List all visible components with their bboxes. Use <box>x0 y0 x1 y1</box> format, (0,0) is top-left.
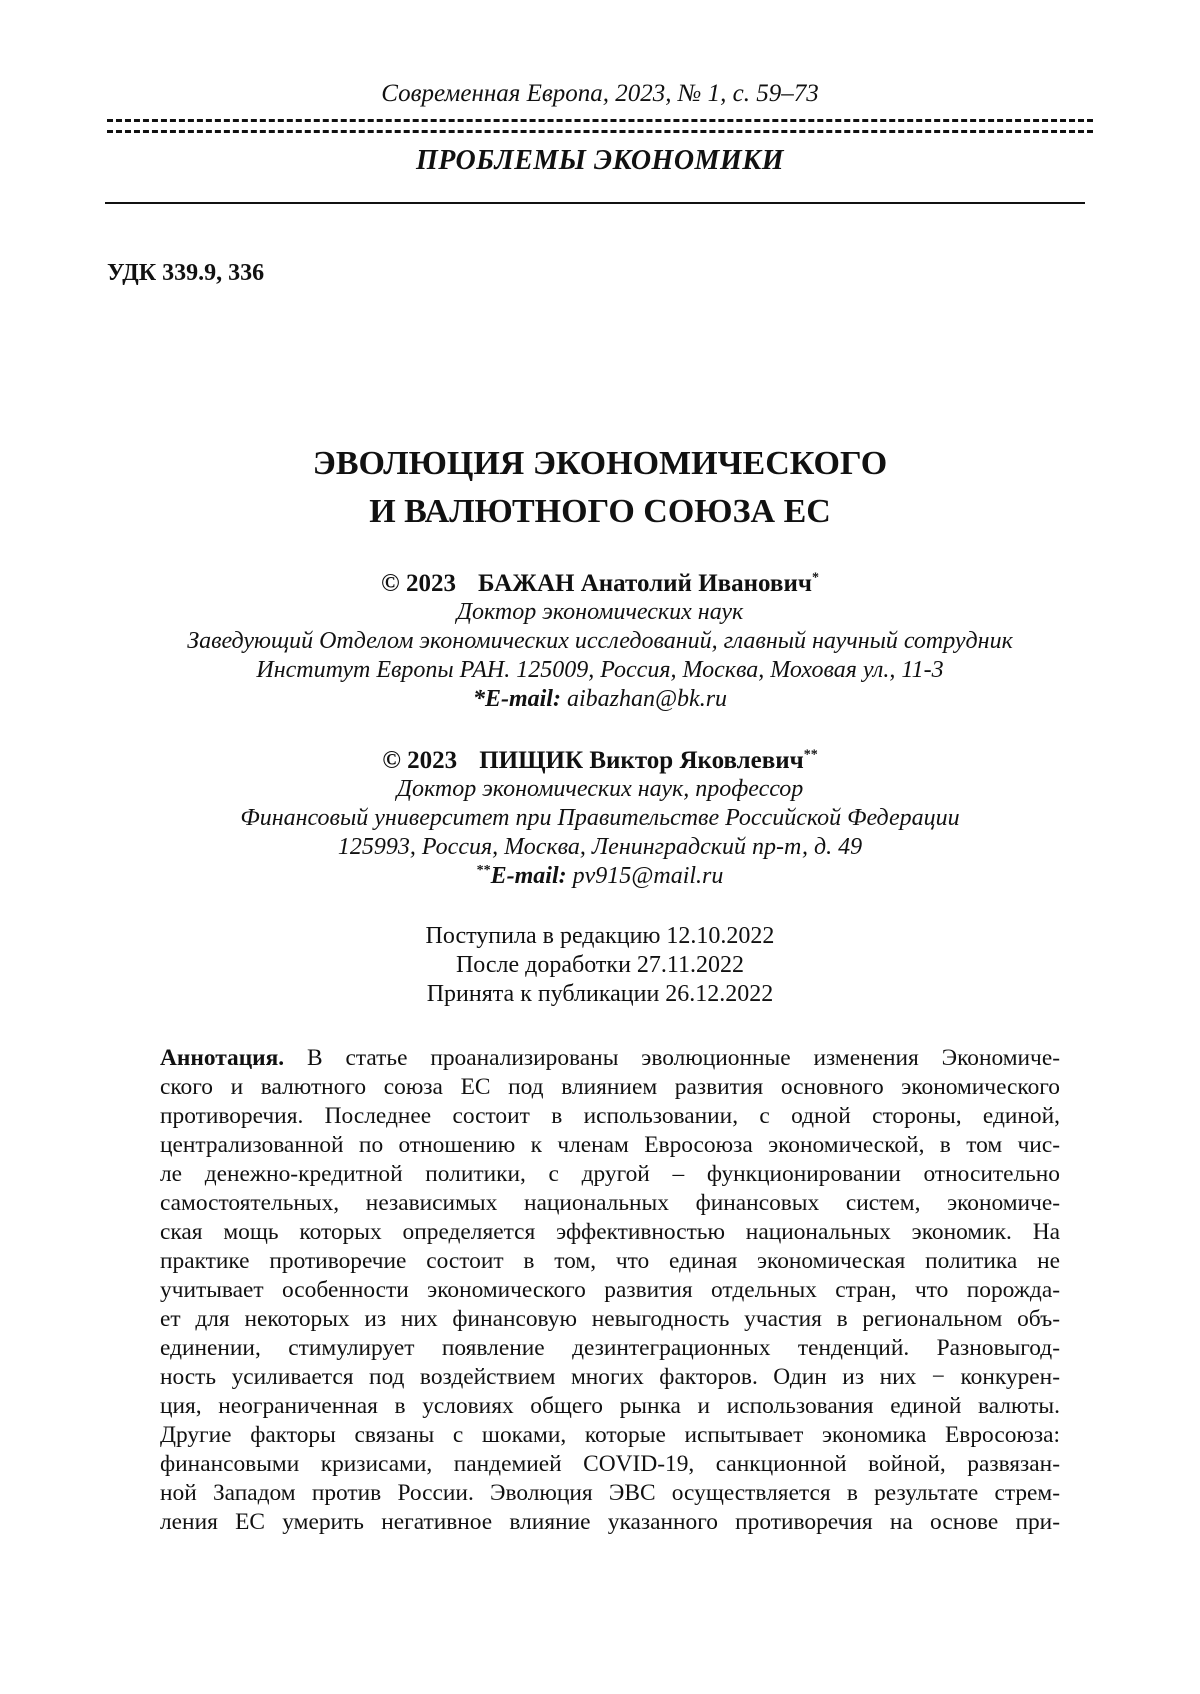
abstract-line: самостоятельных, независимых национальных финансовых систем, экономиче- <box>160 1190 1060 1216</box>
section-rule <box>105 202 1085 204</box>
date-received: Поступила в редакцию 12.10.2022 <box>425 923 775 949</box>
author-2-degree: Доктор экономических наук, профессор <box>396 776 804 802</box>
author-1-email[interactable]: aibazhan@bk.ru <box>566 686 728 712</box>
date-revised: После доработки 27.11.2022 <box>455 952 745 978</box>
abstract-label: Аннотация. <box>160 1045 285 1071</box>
author-1-copyright: © 2023 <box>381 570 456 597</box>
title-line-2: И ВАЛЮТНОГО СОЮЗА ЕС <box>369 493 831 530</box>
author-2-email-line <box>0 862 1200 891</box>
abstract-line-text: В статье проанализированы эволюционные изменения Экономиче- <box>307 1045 1060 1071</box>
author-1-email-line <box>0 685 1200 714</box>
abstract-line: финансовыми кризисами, пандемией COVID-19, санкционной войной, развязан- <box>160 1451 1060 1477</box>
abstract-line: практике противоречие состоит в том, что единая экономическая политика не <box>160 1248 1060 1274</box>
abstract-line: ления ЕС умерить негативное влияние указанного противоречия на основе при- <box>160 1509 1060 1535</box>
article-title <box>0 440 1200 536</box>
author-2-address: 125993, Россия, Москва, Ленинградский пр-т, д. 49 <box>337 834 863 860</box>
title-line-1: ЭВОЛЮЦИЯ ЭКОНОМИЧЕСКОГО <box>312 445 888 482</box>
author-1-marker: * <box>811 570 819 586</box>
publication-dates <box>0 922 1200 1009</box>
abstract-line: противоречия. Последнее состоит в использовании, с одной стороны, единой, <box>160 1103 1060 1129</box>
abstract-line: Другие факторы связаны с шоками, которые испытывает экономика Евросоюза: <box>160 1422 1060 1448</box>
author-2-copyright: © 2023 <box>382 747 458 774</box>
abstract-line <box>160 1044 1060 1073</box>
date-accepted: Принята к публикации 26.12.2022 <box>426 981 774 1007</box>
author-2-affiliation: Финансовый университет при Правительстве Российской Федерации <box>240 805 960 831</box>
author-2-heading <box>0 746 1200 775</box>
abstract-line: ность усиливается под воздействием многих факторов. Один из них − конкурен- <box>160 1364 1060 1390</box>
author-1-position: Заведующий Отделом экономических исследований, главный научный сотрудник <box>187 628 1013 654</box>
author-2 <box>0 746 1200 891</box>
author-2-email[interactable]: pv915@mail.ru <box>572 863 724 889</box>
author-2-email-marker: ** <box>476 863 491 878</box>
journal-citation: Современная Европа, 2023, № 1, с. 59–73 <box>381 80 819 107</box>
abstract-line: учитывает особенности экономического развития отдельных стран, что порожда- <box>160 1277 1060 1303</box>
author-2-marker: ** <box>803 747 818 763</box>
section-title: ПРОБЛЕМЫ ЭКОНОМИКИ <box>415 145 784 176</box>
author-1-degree: Доктор экономических наук <box>456 599 744 625</box>
author-1-email-label: *E-mail: <box>472 686 561 712</box>
header-double-rule <box>107 119 1093 133</box>
author-1-name: БАЖАН Анатолий Иванович <box>477 570 812 597</box>
author-2-name: ПИЩИК Виктор Яковлевич <box>479 747 804 774</box>
abstract-line: централизованной по отношению к членам Евросоюза экономической, в том чис- <box>160 1132 1060 1158</box>
author-1-affiliation: Институт Европы РАН. 125009, Россия, Москва, Моховая ул., 11-3 <box>256 657 944 683</box>
author-1 <box>0 569 1200 714</box>
abstract-line: ет для некоторых из них финансовую невыгодность участия в региональном объ- <box>160 1306 1060 1332</box>
abstract-line: ция, неограниченная в условиях общего рынка и использования единой валюты. <box>160 1393 1060 1419</box>
abstract-line: ной Западом против России. Эволюция ЭВС осуществляется в результате стрем- <box>160 1480 1060 1506</box>
abstract-line: ская мощь которых определяется эффективностью национальных экономик. На <box>160 1219 1060 1245</box>
abstract-line: единении, стимулирует появление дезинтеграционных тенденций. Разновыгод- <box>160 1335 1060 1361</box>
abstract-line: ле денежно-кредитной политики, с другой – функционировании относительно <box>160 1161 1060 1187</box>
abstract-line: ского и валютного союза ЕС под влиянием развития основного экономического <box>160 1074 1060 1100</box>
author-1-heading <box>0 569 1200 598</box>
author-2-email-label: E-mail: <box>490 863 567 889</box>
abstract <box>160 1044 1060 1537</box>
udk-code: УДК 339.9, 336 <box>107 260 265 286</box>
